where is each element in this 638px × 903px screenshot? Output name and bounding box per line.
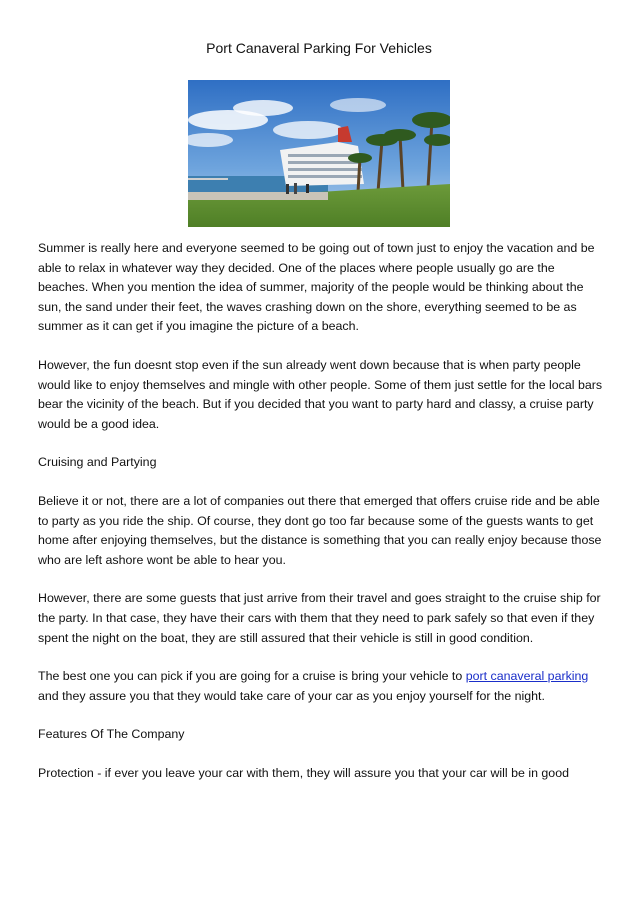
cruise-ship-photo — [188, 80, 450, 227]
paragraph: Protection - if ever you leave your car with them, they will assure you that your car will be in good — [38, 765, 569, 780]
document-title: Port Canaveral Parking For Vehicles — [206, 40, 432, 56]
section-heading: Cruising and Partying — [38, 455, 157, 470]
paragraph-text: The best one you can pick if you are going for a cruise is bring your vehicle to — [38, 669, 466, 684]
paragraph: Summer is really here and everyone seemed to be going out of town just to enjoy the vacation and be able to relax in whatever way they decided. One of the places where people usually go are the beaches. When you mention the idea of summer, majority of the people would be thinking about the sun, the sand under their feet, the waves crashing down on the shore, everything seemed to be as summer as it can get if you imagine the picture of a beach. — [38, 241, 595, 334]
paragraph-with-link — [38, 667, 604, 706]
section-heading: Features Of The Company — [38, 727, 185, 742]
document-body — [38, 239, 604, 802]
paragraph: Believe it or not, there are a lot of companies out there that emerged that offers cruise ride and be able to party as you ride the ship. Of course, they dont go too far because some of the guests wants to get home after enjoying themselves, but the distance is something that you can really enjoy because those who are left ashore wont be able to hear you. — [38, 493, 602, 567]
port-canaveral-parking-link[interactable]: port canaveral parking — [465, 669, 589, 684]
paragraph-text: and they assure you that they would take care of your car as you enjoy yourself for the night. — [38, 688, 545, 703]
paragraph: However, there are some guests that just arrive from their travel and goes straight to the cruise ship for the party. In that case, they have their cars with them that they need to park safely so that even if they spent the night on the boat, they are still assured that their vehicle is still in good condition. — [38, 591, 601, 645]
paragraph: However, the fun doesnt stop even if the sun already went down because that is when party people would like to enjoy themselves and mingle with other people. Some of them just settle for the local bars bear the vicinity of the beach. But if you decided that you want to party hard and classy, a cruise party would be a good idea. — [38, 357, 603, 431]
